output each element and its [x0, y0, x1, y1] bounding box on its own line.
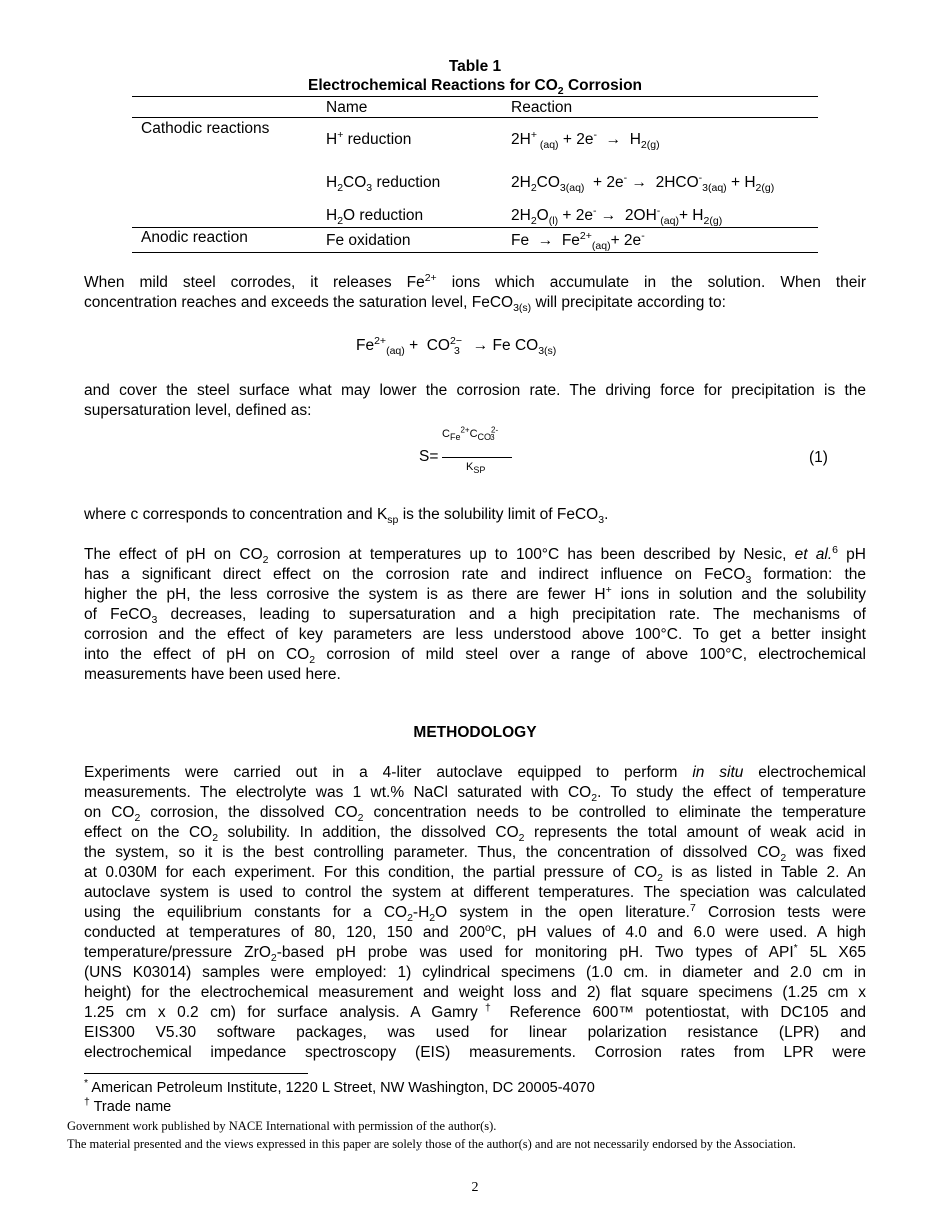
equation-number: (1): [809, 449, 828, 466]
page-number: 2: [471, 1180, 479, 1195]
table-row-name: Fe oxidation: [326, 232, 411, 249]
paragraph-solubility: where c corresponds to concentration and $K_{sp}$ is the solubility limit of FeCO$_3$.: [84, 506, 609, 527]
table-bottom-rule: [132, 252, 818, 253]
table-row-reaction: $Fe \to Fe^{2+}_{(aq)}+ 2e^-$: [511, 229, 645, 253]
table-row-name: H+ reduction: [326, 128, 412, 148]
table-group-cathodic: Cathodic reactions: [141, 120, 270, 137]
table-row-name: $H_2CO_3$ reduction: [326, 174, 441, 195]
equation-fraction-bar: [442, 457, 512, 458]
table-row-reaction: 2H+ $_{(aq)} + 2e^- \to H_{2(g)}$: [511, 128, 660, 152]
paragraph-driving-force: and cover the steel surface what may lower the corrosion rate. The driving force for precipitation is the supersaturation level, defined as:: [84, 382, 866, 419]
government-notice: Government work published by NACE International with permission of the author(s).: [67, 1119, 497, 1133]
paragraph-methodology: Experiments were carried out in a 4-liter autoclave equipped to perform in situ electrochemical measurements. The electrolyte was 1 wt.% NaCl saturated with $CO_2$. To study the effect of temperature on $CO_2$ corrosion, the dissolved $CO_2$ concentration needs to be controlled to eliminate the temperature effect on the $CO_2$ solubility. In addition, the dissolved $CO_2$ represents the total amount of weak acid in the system, so it is the best controlling parameter. Thus, the concentration of dissolved $CO_2$ was fixed at 0.030M for each experiment. For this condition, the partial pressure of $CO_2$ is as listed in Table 2. An autoclave system is used to control the system at different temperatures. The speciation was calculated using the equilibrium constants for a $CO_2-H_2O$ system in the open literature.$^7$ Corrosion tests were conducted at temperatures of 80, 120, 150 and 200$^o$C, pH values of 4.0 and 6.0 were used. A high temperature/pressure ZrO$_2$-based pH probe was used for monitoring pH. Two types of API* 5L X65 (UNS K03014) samples were employed: 1) cylindrical specimens (1.0 cm. in diameter and 2.0 cm in height) for the electrochemical measurement and weight loss and 2) flat square specimens (1.25 cm x 1.25 cm x 0.2 cm) for surface analysis. A Gamry† Reference 600™ potentiostat, with DC105 and EIS300 V5.30 software packages, was used for linear polarization resistance (LPR) and electrochemical impedance spectroscopy (EIS) measurements. Corrosion rates from LPR were: [84, 764, 866, 1061]
equation-numerator: $C_{Fe}^{2+}C_{CO}^{2-}_3$: [442, 425, 499, 443]
table-header-rule: [132, 117, 818, 118]
equation-lhs: S=: [419, 448, 439, 465]
footnote-trade-name: † Trade name: [84, 1096, 172, 1115]
table-col-name: Name: [326, 99, 368, 116]
table-label: Table 1: [448, 58, 502, 75]
disclaimer: The material presented and the views expressed in this paper are solely those of the author(s) and are not necessarily endorsed by the Association.: [67, 1137, 796, 1151]
table-group-anodic: Anodic reaction: [141, 229, 248, 246]
equation-denominator: $K_{SP}$: [466, 461, 486, 476]
table-top-rule: [132, 96, 818, 97]
table-row-name: $H_2O$ reduction: [326, 207, 424, 228]
table-col-reaction: Reaction: [511, 99, 573, 116]
table-row-reaction: $2H_2O_{(l)} + 2e^- \to 2OH^-_{(aq)}+ H_{2(g)}$: [511, 204, 723, 228]
table-title: Electrochemical Reactions for $CO_2$ Corrosion: [307, 77, 643, 98]
footnote-rule: [84, 1073, 308, 1074]
paragraph-precipitation: When mild steel corrodes, it releases $Fe^{2+}$ ions which accumulate in the solution. When their concentration reaches and exceeds the saturation level, FeCO$_{3(s)}$ will precipitate according to:: [84, 271, 867, 315]
equation-precipitation: $Fe^{2+}_{(aq)} + CO^{2-}_3 \to Fe$ $CO_{3(s)}$: [356, 334, 557, 358]
table-row-reaction: $2H_2CO_{3(aq)} + 2e^- \to 2HCO^-_{3(aq)} + H_{2(g)}$: [511, 171, 775, 195]
paragraph-ph-effect: The effect of pH on $CO_2$ corrosion at temperatures up to 100°C has been described by Nesic, et al.$^6$ pH has a significant direct effect on the corrosion rate and indirect influence on FeCO$_3$ formation: the higher the pH, the less corrosive the system is as there are fewer H+ ions in solution and the solubility of FeCO$_3$ decreases, leading to supersaturation and a high precipitation rate. The mechanisms of corrosion and the effect of key parameters are less understood above 100°C. To get a better insight into the effect of pH on $CO_2$ corrosion of mild steel over a range of above 100°C, electrochemical measurements have been used here.: [84, 543, 867, 683]
footnote-api: * American Petroleum Institute, 1220 L Street, NW Washington, DC 20005-4070: [84, 1077, 595, 1096]
section-heading: METHODOLOGY: [413, 724, 537, 741]
